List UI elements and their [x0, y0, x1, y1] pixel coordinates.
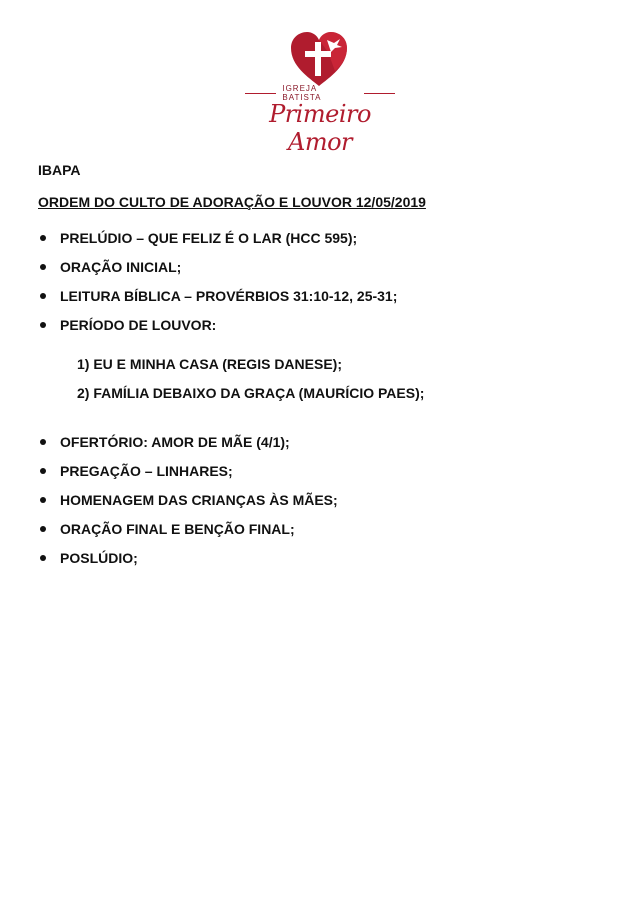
church-logo: [245, 30, 395, 156]
bullet-icon: [40, 264, 46, 270]
song-item: 2) FAMÍLIA DEBAIXO DA GRAÇA (MAURÍCIO PAES);: [77, 384, 425, 401]
list-item: [38, 543, 598, 572]
list-item-text: ORAÇÃO FINAL E BENÇÃO FINAL;: [60, 520, 295, 537]
list-item-text: PREGAÇÃO – LINHARES;: [60, 462, 233, 479]
list-item: [38, 252, 598, 281]
logo-name: Primeiro Amor: [269, 100, 371, 156]
list-item-text: LEITURA BÍBLICA – PROVÉRBIOS 31:10-12, 25-31;: [60, 287, 398, 304]
list-item: [38, 281, 598, 310]
list-item-text: POSLÚDIO;: [60, 549, 138, 566]
document-title: ORDEM DO CULTO DE ADORAÇÃO E LOUVOR 12/05/2019: [38, 194, 426, 210]
list-item-text: PRELÚDIO – QUE FELIZ É O LAR (HCC 595);: [60, 229, 358, 246]
heart-cross-dove-icon: [288, 30, 350, 88]
bullet-icon: [40, 439, 46, 445]
bullet-icon: [40, 526, 46, 532]
bullet-icon: [40, 497, 46, 503]
logo-rule-right: [364, 93, 395, 94]
bullet-icon: [40, 322, 46, 328]
song-item: 1) EU E MINHA CASA (REGIS DANESE);: [77, 355, 342, 372]
service-order-list: [38, 223, 598, 339]
bullet-icon: [40, 468, 46, 474]
list-item: [38, 427, 598, 456]
list-item-text: OFERTÓRIO: AMOR DE MÃE (4/1);: [60, 433, 290, 450]
list-item: [38, 223, 598, 252]
list-item-text: PERÍODO DE LOUVOR:: [60, 316, 217, 333]
list-item-text: ORAÇÃO INICIAL;: [60, 258, 182, 275]
worship-songs-list: [77, 349, 597, 407]
list-item: [38, 456, 598, 485]
list-item: [38, 485, 598, 514]
logo-subtitle-text: IGREJA BATISTA: [282, 84, 322, 102]
bullet-icon: [40, 555, 46, 561]
logo-rule-left: [245, 93, 276, 94]
list-item: [38, 310, 598, 339]
list-item-text: HOMENAGEM DAS CRIANÇAS ÀS MÃES;: [60, 491, 338, 508]
list-item: [38, 514, 598, 543]
service-order-list-continued: [38, 427, 598, 572]
organization-name: IBAPA: [38, 162, 81, 178]
logo-subtitle: [245, 86, 395, 100]
bullet-icon: [40, 235, 46, 241]
bullet-icon: [40, 293, 46, 299]
